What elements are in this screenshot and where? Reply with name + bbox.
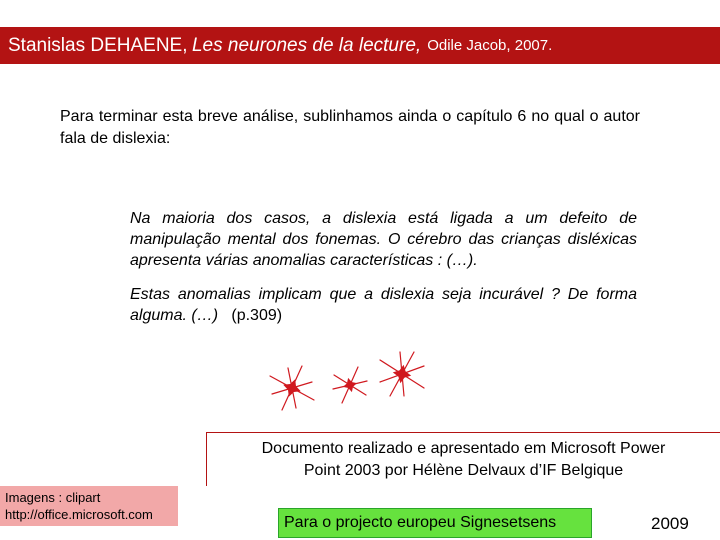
credits-line-1: Documento realizado e apresentado em Microsoft Power: [261, 439, 666, 457]
project-box: Para o projecto europeu Signesetsens: [278, 508, 592, 538]
sparkle-star-icon-3: [380, 352, 424, 396]
quote-paragraph-2: [130, 284, 637, 326]
title-book: Les neurones de la lecture,: [191, 34, 422, 56]
red-star-sparkles-icon: [255, 350, 435, 420]
credits-box: [206, 432, 720, 486]
quote-text-2: Estas anomalias implicam que a dislexia seja incurável ? De forma alguma. (…): [130, 286, 637, 324]
images-line-2: http://office.microsoft.com: [5, 507, 153, 522]
year-label: 2009: [651, 514, 689, 533]
credits-line-2: Point 2003 por Hélène Delvaux d’IF Belgique: [303, 461, 624, 479]
images-credit-box: [0, 486, 178, 526]
title-author: Stanislas DEHAENE,: [8, 34, 188, 56]
intro-paragraph: Para terminar esta breve análise, sublinhamos ainda o capítulo 6 no qual o autor fala de dislexia:: [60, 108, 640, 147]
title-bar: [0, 27, 720, 64]
title-publisher: Odile Jacob, 2007.: [427, 37, 553, 54]
sparkle-star-icon-2: [333, 367, 367, 403]
images-line-1: Imagens : clipart: [5, 490, 101, 505]
quote-page-reference: (p.309): [231, 307, 283, 324]
sparkle-star-icon-1: [270, 366, 314, 410]
quote-paragraph-1: Na maioria dos casos, a dislexia está ligada a um defeito de manipulação mental dos fonemas. O cérebro das crianças disléxicas apresenta várias anomalias características : (…).: [130, 210, 637, 269]
